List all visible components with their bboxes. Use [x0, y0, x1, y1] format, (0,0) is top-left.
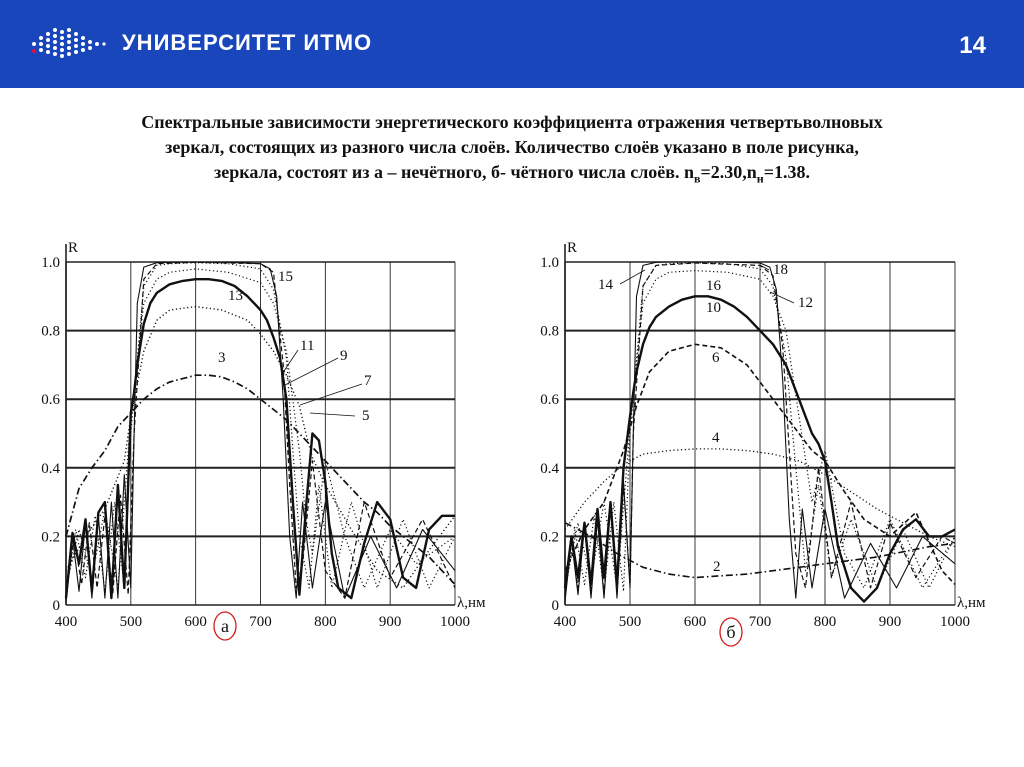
- x-tick-label: 500: [618, 614, 642, 630]
- x-tick-label: 400: [553, 614, 577, 630]
- x-tick-label: 500: [119, 614, 143, 630]
- y-tick-label: 0.2: [540, 529, 559, 546]
- chart-panel-2: [540, 240, 986, 646]
- y-tick-label: 0.8: [540, 323, 559, 340]
- panel-label: б: [726, 622, 736, 642]
- caption-end: =1.38.: [763, 162, 810, 182]
- label-leader-line: [310, 413, 355, 416]
- x-tick-label: 900: [378, 614, 402, 630]
- y-tick-label: 0.4: [41, 460, 60, 477]
- y-tick-label: 0.2: [41, 529, 60, 546]
- caption-mid: =2.30,n: [700, 162, 757, 182]
- curve-label-13: 13: [228, 288, 243, 304]
- panel-label: а: [221, 616, 229, 636]
- x-tick-label: 800: [813, 614, 837, 630]
- curve-label-7: 7: [364, 373, 372, 389]
- y-axis-label: R: [68, 240, 79, 256]
- label-leader-line: [300, 384, 362, 405]
- y-tick-label: 0.8: [41, 323, 60, 340]
- x-tick-label: 1000: [940, 614, 970, 630]
- y-tick-label: 1.0: [540, 255, 559, 271]
- curve-label-16: 16: [706, 278, 721, 294]
- curve-label-10: 10: [706, 300, 721, 316]
- label-leader-line: [282, 350, 298, 374]
- x-tick-label: 700: [748, 614, 772, 630]
- caption-line-1: Спектральные зависимости энергетического коэффициента отражения четвертьволновых: [141, 112, 883, 132]
- curve-label-18: 18: [773, 262, 788, 278]
- brand-name: УНИВЕРСИТЕТ ИТМО: [122, 30, 373, 55]
- caption-line-3-text: зеркала, состоят из а – нечётного, б- чётного числа слоёв. n: [214, 162, 695, 182]
- x-tick-label: 600: [683, 614, 707, 630]
- label-leader-line: [620, 270, 645, 284]
- x-tick-label: 400: [54, 614, 78, 630]
- x-axis-label: λ,нм: [957, 595, 986, 611]
- y-tick-label: 0: [551, 598, 559, 614]
- x-tick-label: 700: [249, 614, 272, 630]
- y-tick-label: 0.6: [540, 392, 559, 409]
- y-tick-label: 0.6: [41, 392, 60, 409]
- curve-label-15: 15: [278, 269, 293, 285]
- caption-line-2: зеркал, состоящих из разного числа слоёв. Количество слоёв указано в поле рисунка,: [165, 137, 859, 157]
- label-leader-line: [770, 292, 794, 303]
- curve-label-4: 4: [712, 430, 720, 446]
- curve-label-12: 12: [798, 295, 813, 311]
- page-number: 14: [959, 32, 986, 59]
- x-axis-label: λ,нм: [457, 595, 486, 611]
- y-tick-label: 0.4: [540, 460, 559, 477]
- label-leader-line: [285, 358, 338, 385]
- curve-label-11: 11: [300, 338, 315, 354]
- curve-label-5: 5: [362, 408, 370, 424]
- x-tick-label: 900: [878, 614, 902, 630]
- curve-label-14: 14: [598, 277, 613, 293]
- sub-b: в: [694, 171, 701, 186]
- x-tick-label: 600: [184, 614, 207, 630]
- x-tick-label: 800: [314, 614, 337, 630]
- x-tick-label: 1000: [440, 614, 470, 630]
- curve-label-6: 6: [712, 350, 720, 366]
- curve-label-9: 9: [340, 348, 348, 364]
- curve-label-2: 2: [713, 559, 721, 575]
- sub-n: н: [756, 171, 764, 186]
- y-axis-label: R: [567, 240, 578, 256]
- y-tick-label: 1.0: [41, 255, 60, 271]
- chart-panel-1: [41, 240, 486, 640]
- curve-label-3: 3: [218, 350, 226, 366]
- y-tick-label: 0: [52, 598, 60, 614]
